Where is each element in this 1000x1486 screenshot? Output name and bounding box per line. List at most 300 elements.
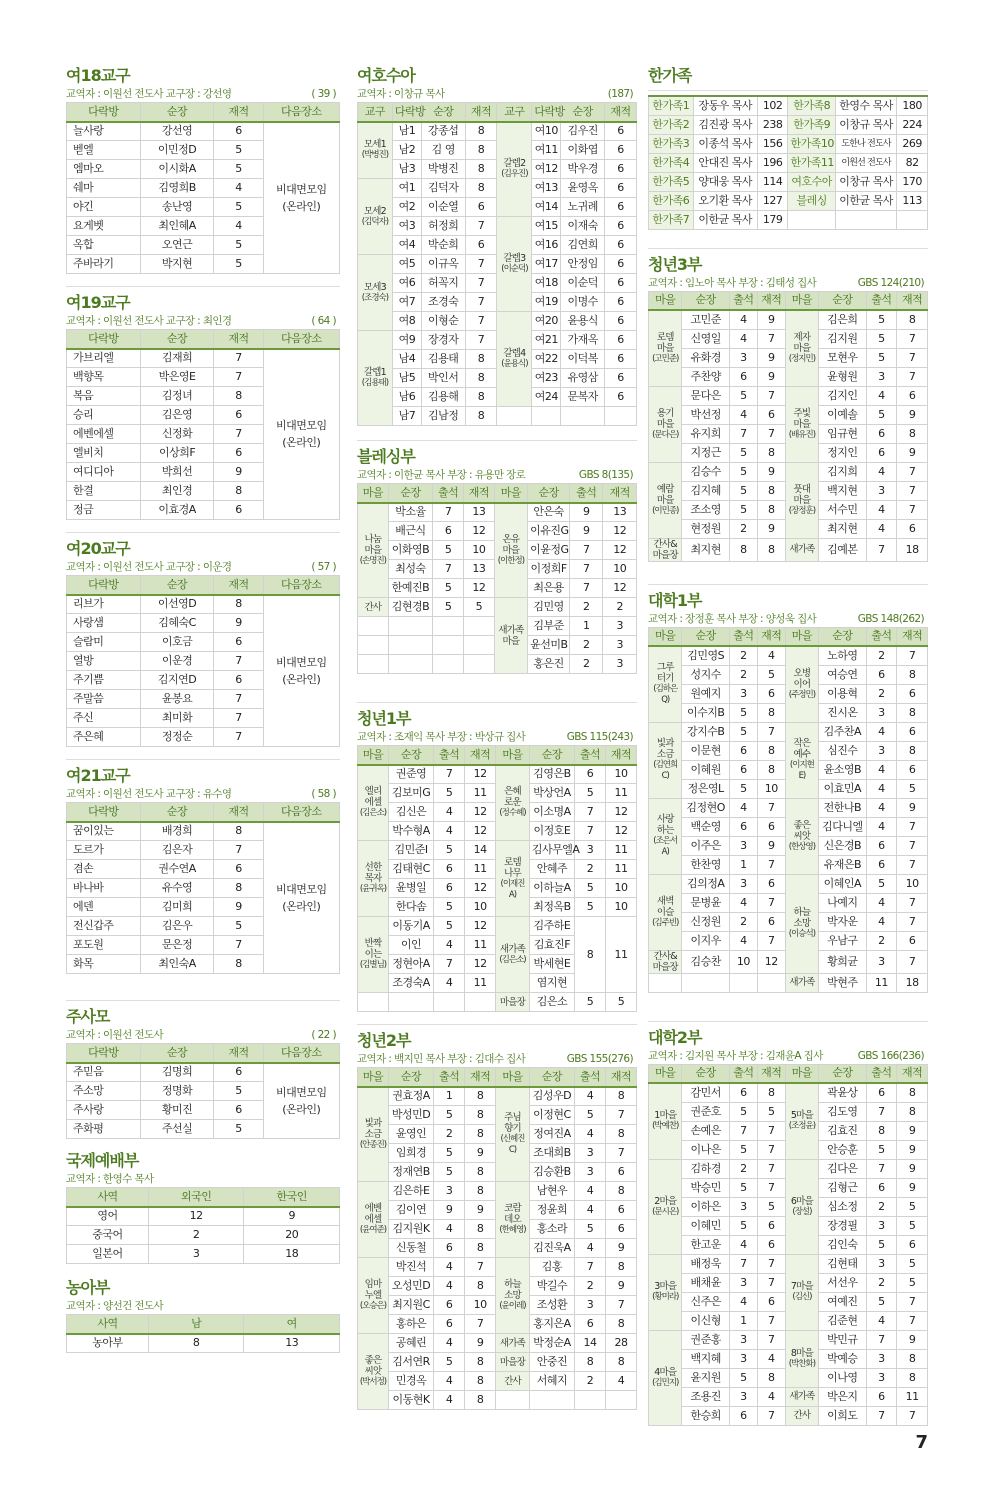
table-cell: 5 (897, 779, 928, 798)
table-cell: 6 (465, 236, 497, 255)
count-label: ( 58 ) (311, 788, 336, 800)
table-cell: 4 (729, 329, 757, 348)
group-name: 새가족 (498, 624, 524, 636)
table-cell: 3 (729, 1330, 757, 1349)
table-cell: 이소명A (529, 803, 574, 822)
table-cell: 유재은B (819, 855, 866, 874)
group-name: 주님 (504, 1112, 521, 1124)
group-name: 임마 (364, 1279, 382, 1290)
table-cell: 4 (434, 1372, 465, 1391)
table-cell: 김형근 (819, 1178, 866, 1197)
table-cell: 3 (866, 703, 897, 722)
table-cell: 3 (729, 1197, 757, 1216)
table-cell: 4 (757, 1349, 785, 1368)
table-cell: 4 (574, 1239, 605, 1258)
column-header: 재적 (465, 1068, 496, 1087)
group-cell (496, 765, 530, 841)
table-row (358, 1391, 637, 1410)
group-name: 엘리 (364, 786, 382, 798)
table-cell: 윤선미B (528, 636, 570, 655)
table-cell: 신정원 (682, 912, 729, 931)
table-cell: 4 (729, 405, 757, 424)
column-header: 재적 (214, 330, 263, 349)
table-cell: 8 (465, 1372, 496, 1391)
table-cell: 4 (729, 798, 757, 817)
table-cell: 9 (897, 1140, 928, 1159)
table-cell: 9 (897, 443, 928, 462)
table-cell: 이정희F (528, 560, 570, 579)
table-cell: 2 (574, 1372, 605, 1391)
table-row (649, 153, 928, 172)
table-cell: 영어 (67, 1207, 149, 1226)
group-name: 하늘 (793, 907, 811, 918)
group-name: 소금 (656, 749, 674, 760)
table-cell: 남5 (392, 369, 421, 388)
group-cell (358, 503, 389, 598)
table-cell: 6 (729, 1083, 757, 1102)
table-cell: 8 (148, 1334, 244, 1353)
table-cell: 3 (729, 684, 757, 703)
group-name: 이어 (793, 678, 811, 690)
group-name: 2마을 (654, 1195, 677, 1207)
table-cell: 13 (464, 503, 495, 522)
table-cell: 10 (603, 560, 637, 579)
column-header: 순장 (389, 746, 434, 765)
column-header: 마을 (785, 1064, 818, 1083)
table-cell: 한가족6 (649, 191, 694, 210)
table-cell: 주화평 (67, 1120, 141, 1139)
table-cell: 180 (897, 96, 928, 115)
group-name: 새벽 (656, 895, 674, 907)
table-cell: 엘비치 (67, 444, 141, 463)
group-leader: (김우진) (501, 169, 528, 180)
table-cell: 9 (605, 1277, 636, 1296)
family-table (648, 95, 928, 230)
next-place-cell: 비대면모임 (온라인) (263, 122, 339, 274)
table-cell: 8 (465, 160, 497, 179)
table-cell: 조소영 (682, 500, 729, 519)
table-cell: 정은영L (682, 779, 729, 798)
section-title: 농아부 (66, 1278, 110, 1297)
count-label: ( 57 ) (311, 561, 336, 573)
table-cell: 8 (465, 369, 497, 388)
table-cell: 8 (757, 1083, 785, 1102)
table-cell: 강지수B (682, 722, 729, 741)
group-cell (649, 1330, 682, 1425)
column-header: 재적 (464, 484, 495, 503)
column-header: 순장 (528, 484, 570, 503)
table-cell: 김은희 (819, 310, 866, 329)
table-cell: 신은경B (819, 836, 866, 855)
table-cell: 7 (433, 560, 464, 579)
group-leader: (김덕자) (361, 216, 389, 227)
table-cell: 최지원C (389, 1296, 434, 1315)
table-cell: 8 (605, 1353, 636, 1372)
table-cell: 3 (866, 1254, 897, 1273)
section-title: 청년3부 (648, 254, 702, 274)
table-cell: 유영삼 (561, 369, 605, 388)
table-cell: 9 (757, 462, 785, 481)
table-cell: 8 (605, 1125, 636, 1144)
table-cell: 쉐마 (67, 179, 141, 198)
table-cell: 문병윤 (682, 893, 729, 912)
table-cell: 여8 (392, 312, 421, 331)
table-cell: 7 (214, 349, 263, 368)
table-cell: 감민서 (682, 1083, 729, 1102)
table-cell: 12 (464, 579, 495, 598)
table-cell: 2 (603, 598, 637, 617)
group-name: 모세2 (363, 205, 386, 217)
table-cell: 이용혁 (819, 684, 866, 703)
table-cell: 이순덕 (561, 274, 605, 293)
column-header: 출석 (434, 746, 465, 765)
table-cell: 4 (866, 798, 897, 817)
table-cell: 이희도 (819, 1406, 866, 1425)
table-cell: 9 (757, 519, 785, 538)
column-header: 마을 (358, 484, 389, 503)
table-cell: 3 (866, 1349, 897, 1368)
section-title: 여21교구 (66, 766, 130, 785)
group-cell (785, 386, 818, 462)
table-cell: 3 (603, 636, 637, 655)
table-cell: 9 (214, 898, 263, 917)
column-header: 출석 (434, 1068, 465, 1087)
group-leader: (장설) (792, 1206, 812, 1217)
table-cell (529, 1391, 574, 1410)
table-row (358, 1087, 637, 1106)
table-cell: 이명수 (561, 293, 605, 312)
table-cell: 7 (574, 803, 605, 822)
table-cell: 5 (214, 917, 263, 936)
column-header: 순장 (682, 627, 729, 646)
table-cell: 여12 (532, 160, 561, 179)
table-cell (605, 1391, 636, 1410)
table-cell: 한승희 (682, 1406, 729, 1425)
table-cell: 7 (757, 1178, 785, 1197)
table-cell: 8 (465, 350, 497, 369)
table-cell: 한영수 목사 (835, 96, 896, 115)
table-cell: 여7 (392, 293, 421, 312)
group-name: 하늘 (504, 1279, 521, 1290)
column-header: 출석 (433, 484, 464, 503)
group-cell (785, 646, 818, 722)
table-cell: 13 (244, 1334, 340, 1353)
group-name: 코람 (504, 1203, 521, 1214)
table-cell: 여22 (532, 350, 561, 369)
table-cell (682, 973, 729, 992)
table-cell: 8 (465, 1125, 496, 1144)
table-cell: 8 (757, 443, 785, 462)
table-cell: 슬람미 (67, 633, 141, 652)
group-cell (785, 310, 818, 386)
group-cell (358, 1087, 389, 1182)
table-cell: 12 (757, 950, 785, 973)
table-cell: 6 (866, 1083, 897, 1102)
section-title: 여호수아 (357, 66, 415, 85)
group-cell (496, 1334, 530, 1353)
table-cell: 염지현 (529, 974, 574, 993)
table-cell: 이지우 (682, 931, 729, 950)
table-row (358, 598, 637, 617)
section-meta (648, 275, 928, 291)
table-cell (433, 655, 464, 674)
table-cell: 박소율 (388, 503, 433, 522)
table-cell: 8 (465, 122, 497, 141)
table-cell: 11 (605, 784, 636, 803)
table-cell: 6 (604, 160, 636, 179)
table-cell: 여13 (532, 179, 561, 198)
group-cell (496, 1087, 530, 1182)
table-cell: 3 (866, 741, 897, 760)
column-header: 재적 (605, 746, 636, 765)
table-cell (358, 636, 389, 655)
table-row (649, 191, 928, 210)
table-cell: 7 (897, 1406, 928, 1425)
count-label: GBS 166(236) (857, 1049, 924, 1062)
group-name: 소망 (504, 1290, 521, 1301)
table-cell: 주말씀 (67, 690, 141, 709)
table-cell: 박길수 (529, 1277, 574, 1296)
table-cell: 이정호E (529, 822, 574, 841)
table-cell: 고민준 (682, 310, 729, 329)
table-cell: 7 (757, 1121, 785, 1140)
table-cell: 안대진 목사 (693, 153, 757, 172)
table-cell: 박세현E (529, 955, 574, 974)
group-name: 작은 (793, 738, 811, 749)
table-cell: 여9 (392, 331, 421, 350)
table-cell: 5 (729, 1178, 757, 1197)
roster-table (357, 1067, 637, 1410)
table-cell: 7 (897, 462, 928, 481)
table-cell: 바나바 (67, 879, 141, 898)
table-cell: 2 (866, 1197, 897, 1216)
table-cell: 임규현 (819, 424, 866, 443)
group-name: 갈렙2 (503, 158, 526, 170)
table-cell: 5 (464, 598, 495, 617)
table-cell: 박승민 (682, 1178, 729, 1197)
column-header: 마을 (496, 1068, 530, 1087)
table-cell: 한결 (67, 482, 141, 501)
roster-table (66, 575, 340, 747)
table-cell: 6 (604, 179, 636, 198)
table-cell: 3 (866, 481, 897, 500)
table-cell: 7 (757, 1254, 785, 1273)
table-cell: 4 (866, 817, 897, 836)
group-name: 나눔 (364, 533, 382, 545)
table-row (358, 122, 637, 141)
table-cell: 김진광 목사 (693, 115, 757, 134)
table-row (67, 349, 340, 368)
table-row (649, 386, 928, 405)
table-cell: 이민정D (140, 141, 214, 160)
table-cell: 5 (866, 874, 897, 893)
table-cell: 7 (570, 579, 603, 598)
group-leader: (배유진) (788, 429, 816, 440)
table-cell: 4 (574, 1087, 605, 1106)
table-cell: 안승훈 (819, 1140, 866, 1159)
table-cell: 12 (465, 879, 496, 898)
table-row (649, 1330, 928, 1349)
table-cell: 6 (866, 424, 897, 443)
section-title: 여20교구 (66, 539, 130, 558)
group-name: 좋은 (364, 1355, 382, 1366)
table-row (649, 1387, 928, 1406)
group-cell (785, 1330, 818, 1387)
table-cell: 5 (757, 1102, 785, 1121)
table-cell: 이순열 (421, 198, 465, 217)
table-cell (496, 1391, 530, 1410)
table-cell: 8 (214, 879, 263, 898)
table-cell: 김의정A (682, 874, 729, 893)
table-cell: 한고운 (682, 1235, 729, 1254)
table-cell: 장동우 목사 (693, 96, 757, 115)
table-cell: 곽윤상 (819, 1083, 866, 1102)
table-cell: 블레싱 (788, 191, 835, 210)
table-cell: 강선영 (140, 122, 214, 141)
group-cell (649, 1083, 682, 1159)
table-cell: 6 (866, 1387, 897, 1406)
group-name: 소금 (364, 1128, 382, 1140)
table-cell: 8 (465, 179, 497, 198)
staff-line: 교역자 : 이원선 전도사 교구장 : 최인경 (66, 315, 232, 327)
table-cell: 이효민A (819, 779, 866, 798)
column-header: 출석 (729, 291, 757, 310)
group-name: 마을장 (652, 961, 678, 973)
staff-line: 교역자 : 이한균 목사 부장 : 유용만 장로 (357, 469, 526, 481)
group-cell (649, 310, 682, 386)
group-name: 데오 (504, 1214, 521, 1225)
table-cell: 6 (757, 1292, 785, 1311)
table-cell: 9 (897, 1330, 928, 1349)
group-name: 모세1 (363, 139, 386, 151)
table-cell: 10 (605, 898, 636, 917)
table-cell: 권준영 (389, 765, 434, 784)
group-leader: (김신) (792, 1292, 812, 1302)
table-cell: 269 (897, 134, 928, 153)
next-place-cell: 비대면모임 (온라인) (263, 349, 339, 520)
table-cell (604, 407, 636, 426)
table-cell: 3 (729, 836, 757, 855)
table-cell: 여4 (392, 236, 421, 255)
table-cell: 4 (434, 1391, 465, 1410)
table-cell: 김신은 (389, 803, 434, 822)
table-cell: 7 (897, 1292, 928, 1311)
table-cell: 5 (214, 160, 263, 179)
table-cell (465, 993, 496, 1012)
table-cell: 6 (604, 255, 636, 274)
table-cell: 7 (866, 1330, 897, 1349)
table-row (358, 217, 637, 236)
table-cell: 정현아A (389, 955, 434, 974)
table-cell: 6 (897, 722, 928, 741)
table-cell (497, 407, 532, 426)
column-header: 다락방 (67, 330, 141, 349)
table-cell: 238 (757, 115, 788, 134)
table-cell: 3 (729, 348, 757, 367)
table-cell: 8 (729, 538, 757, 561)
column-header: 출석 (866, 627, 897, 646)
table-cell: 한가족10 (788, 134, 835, 153)
table-cell: 9 (897, 798, 928, 817)
column-header: 재적 (757, 1064, 785, 1083)
table-cell: 이예솔 (819, 405, 866, 424)
group-cell (496, 841, 530, 917)
table-cell: 7 (757, 855, 785, 874)
table-cell: 김하경 (682, 1159, 729, 1178)
roster-table (66, 802, 340, 974)
column-header: 재적 (897, 627, 928, 646)
column-header: 순장 (140, 803, 214, 822)
table-row (358, 917, 637, 936)
table-cell: 김인숙 (819, 1235, 866, 1254)
group-leader: (조정윤) (788, 1121, 816, 1132)
table-cell: 13 (464, 560, 495, 579)
table-cell: 6 (729, 367, 757, 386)
group-leader: (한상영) (788, 841, 816, 852)
table-cell: 8 (465, 141, 497, 160)
table-cell: 이유진G (528, 522, 570, 541)
table-cell (388, 655, 433, 674)
table-cell: 5 (866, 405, 897, 424)
table-cell: 4 (866, 462, 897, 481)
table-cell: 안중진 (529, 1353, 574, 1372)
table-cell: 9 (214, 614, 263, 633)
table-cell: 5 (866, 348, 897, 367)
table-cell: 오기환 목사 (693, 191, 757, 210)
column-header: 순장 (140, 576, 214, 595)
table-cell: 이혜인A (819, 874, 866, 893)
table-cell: 김현경B (388, 598, 433, 617)
column-header: 재적 (465, 103, 497, 122)
section-intl (66, 1151, 340, 1264)
table-cell: 백향목 (67, 368, 141, 387)
table-cell: 7 (757, 1330, 785, 1349)
table-cell: 5 (729, 1216, 757, 1235)
table-cell: 일본어 (67, 1245, 149, 1264)
group-leader: (안종진) (359, 1139, 387, 1150)
table-cell: 이화영B (388, 541, 433, 560)
table-cell: 박병진 (421, 160, 465, 179)
table-cell: 여21 (532, 331, 561, 350)
table-cell: 113 (897, 191, 928, 210)
table-cell: 남6 (392, 388, 421, 407)
table-cell: 이창규 목사 (835, 172, 896, 191)
table-cell (358, 655, 389, 674)
table-row (649, 1083, 928, 1102)
group-name: 터기 (656, 673, 674, 685)
table-row (358, 312, 637, 331)
table-row (649, 798, 928, 817)
table-cell: 이나영 (819, 1368, 866, 1387)
section-meta (66, 1298, 340, 1314)
group-name: 향기 (504, 1123, 521, 1135)
group-name: 좋은 (793, 819, 811, 831)
column-header: 다락방 (67, 576, 141, 595)
table-cell: 5 (434, 917, 465, 936)
table-cell: 2 (729, 665, 757, 684)
table-cell: 8 (465, 1163, 496, 1182)
group-cell (785, 1254, 818, 1330)
table-row (649, 172, 928, 191)
column-header: 마을 (785, 627, 818, 646)
table-row (67, 1207, 340, 1226)
table-cell: 8 (897, 1368, 928, 1387)
table-cell: 9 (465, 1144, 496, 1163)
group-leader: (주정민) (788, 689, 816, 700)
column-header: 다음장소 (263, 330, 339, 349)
section-yeohosuah (357, 66, 637, 426)
table-cell: 7 (897, 646, 928, 665)
